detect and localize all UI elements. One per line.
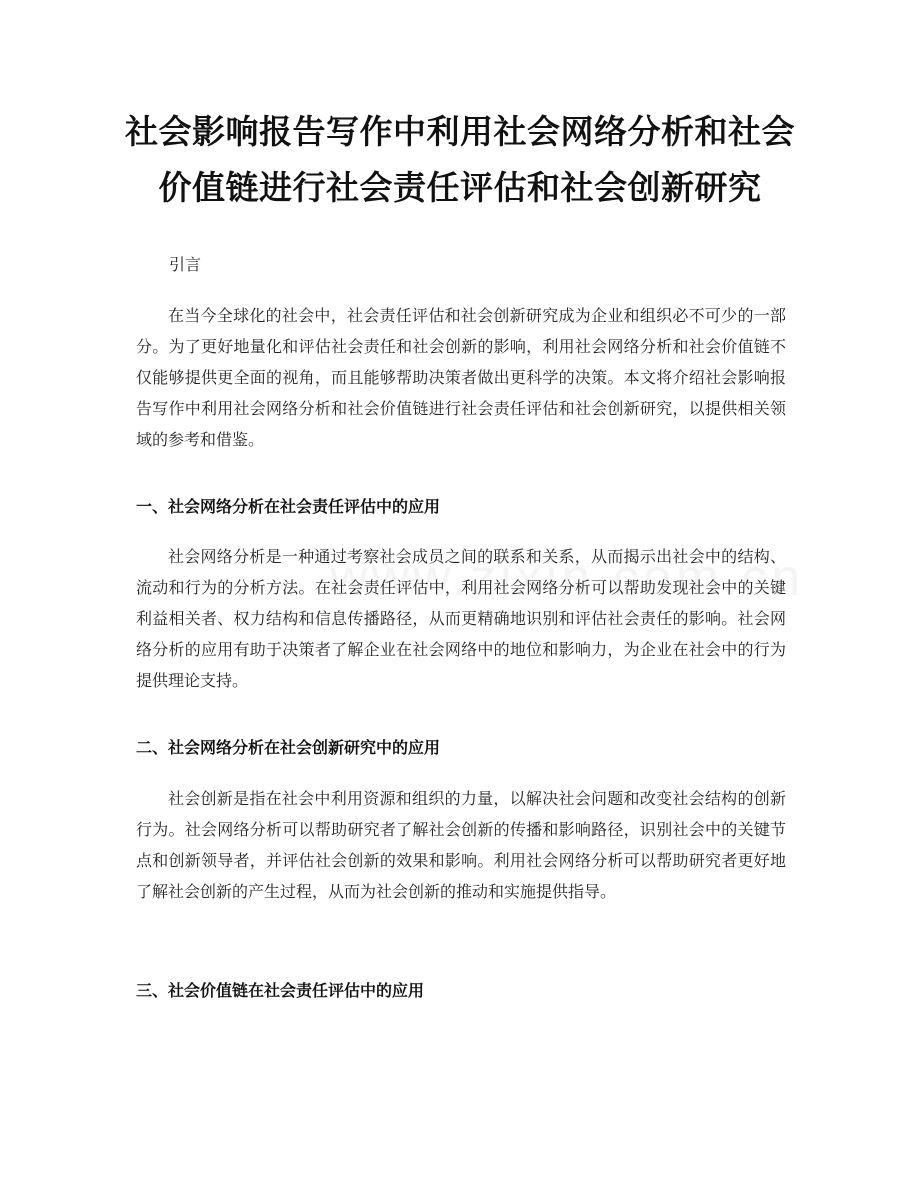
section-heading-3: 三、社会价值链在社会责任评估中的应用: [136, 981, 425, 1000]
intro-label: 引言: [169, 255, 202, 274]
section-heading-1: 一、社会网络分析在社会责任评估中的应用: [136, 497, 441, 516]
intro-paragraph: 在当今全球化的社会中，社会责任评估和社会创新研究成为企业和组织必不可少的一部分。为了更好地量化和评估社会责任和社会创新的影响，利用社会网络分析和社会价值链不仅能够提供更全面的视角，而且能够帮助决策者做出更科学的决策。本文将介绍社会影响报告写作中利用社会网络分析和社会价值链进行社会责任评估和社会创新研究，以提供相关领域的参考和借鉴。: [136, 306, 786, 449]
document-title: 社会影响报告写作中利用社会网络分析和社会价值链进行社会责任评估和社会创新研究: [125, 112, 795, 207]
section-paragraph-2: 社会创新是指在社会中利用资源和组织的力量，以解决社会问题和改变社会结构的创新行为。社会网络分析可以帮助研究者了解社会创新的传播和影响路径，识别社会中的关键节点和创新领导者，并评估社会创新的效果和影响。利用社会网络分析可以帮助研究者更好地了解社会创新的产生过程，从而为社会创新的推动和实施提供指导。: [136, 789, 786, 901]
section-paragraph-1: 社会网络分析是一种通过考察社会成员之间的联系和关系，从而揭示出社会中的结构、流动和行为的分析方法。在社会责任评估中，利用社会网络分析可以帮助发现社会中的关键利益相关者、权力结构和信息传播路径，从而更精确地识别和评估社会责任的影响。社会网络分析的应用有助于决策者了解企业在社会网络中的地位和影响力，为企业在社会中的行为提供理论支持。: [136, 547, 786, 690]
section-heading-2: 二、社会网络分析在社会创新研究中的应用: [136, 738, 441, 757]
